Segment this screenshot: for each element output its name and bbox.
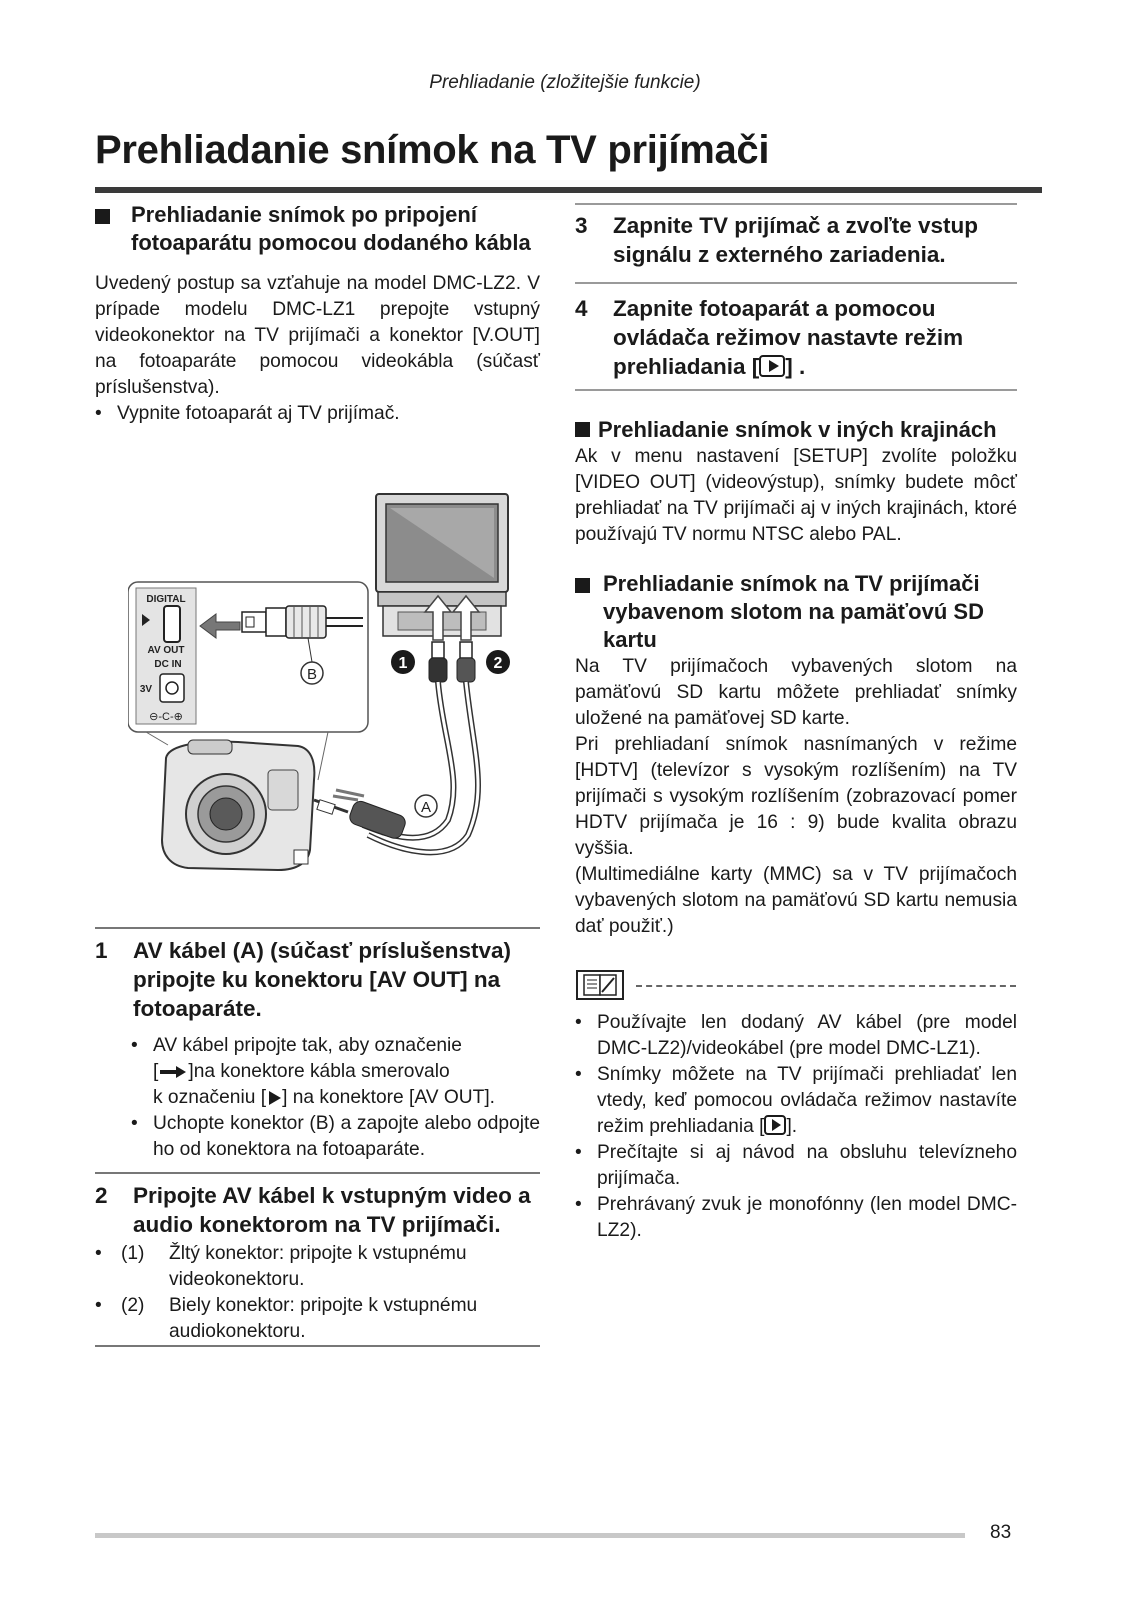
step-2 <box>95 1181 540 1345</box>
connection-diagram <box>128 490 533 890</box>
divider <box>95 1172 540 1174</box>
paragraph: Na TV prijímačoch vybavených slotom na pamäťovú SD kartu môžete prehliadať snímky uložené na pamäťovej SD karte. <box>575 656 1017 729</box>
page-number: 83 <box>990 1522 1012 1543</box>
divider <box>95 927 540 929</box>
list-item: • AV kábel pripojte tak, aby označenie [ ]na konektore kábla smerovalo k označeniu [ ] na konektore [AV OUT]. <box>131 1035 496 1108</box>
step-3: 3 Zapnite TV prijímač a zvoľte vstup signálu z externého zariadenia. <box>575 213 978 267</box>
label-digital: DIGITAL <box>146 594 186 605</box>
label-av-out: AV OUT <box>147 645 185 656</box>
notebook-icon <box>576 970 624 1000</box>
svg-text:⊖-C-⊕: ⊖-C-⊕ <box>149 711 183 723</box>
section-heading: Prehliadanie snímok v iných krajinách <box>575 416 1017 444</box>
ferrite-core <box>348 799 408 840</box>
step-4: 4 Zapnite fotoaparát a pomocou ovládača režimov nastavte režim prehliadania [ ] . <box>575 296 964 379</box>
section-heading: Prehliadanie snímok na TV prijímači vybavenom slotom na pamäťovú SD kartu <box>575 570 1017 654</box>
connector-panel-inset <box>128 582 368 732</box>
list-item: • Prečítajte si aj návod na obsluhu televízneho prijímača. <box>575 1142 1017 1189</box>
rca-plugs <box>429 642 475 682</box>
paragraph: Pri prehliadaní snímok nasnímaných v režime [HDTV] (televízor s vysokým rozlíšením) na TV prijímači s vysokým rozlíšením (zobrazovací pomer HDTV prijímača je 16 : 9) bude kvalita obrazu vyššia. <box>575 734 1017 859</box>
camera <box>162 740 364 870</box>
section-heading <box>95 201 540 257</box>
marker-1: 1 <box>398 655 408 672</box>
playback-mode-icon <box>759 355 785 377</box>
playback-mode-icon <box>764 1115 786 1135</box>
divider <box>575 282 1017 284</box>
paragraph: (Multimediálne karty (MMC) sa v TV prijímačoch vybavených slotom na pamäťovú SD kartu nemusia dať použiť.) <box>575 864 1017 937</box>
connector-arrow-icon <box>158 1065 188 1079</box>
label-a: A <box>420 799 432 816</box>
play-triangle-icon <box>266 1090 282 1106</box>
list-item: • Uchopte konektor (B) a zapojte alebo odpojte ho od konektora na fotoaparáte. <box>131 1113 540 1160</box>
note-icon <box>576 970 624 1005</box>
label-b: B <box>306 666 318 683</box>
section-heading-text: Prehliadanie snímok po pripojení fotoaparátu pomocou dodaného kábla <box>131 202 531 255</box>
label-3v: 3V <box>139 684 153 695</box>
square-bullet-icon <box>95 209 110 224</box>
marker-2: 2 <box>493 655 503 672</box>
divider <box>95 1345 540 1347</box>
page-title: Prehliadanie snímok na TV prijímači <box>95 128 770 172</box>
title-divider <box>95 187 1042 193</box>
section-intro: Uvedený postup sa vzťahuje na model DMC-LZ2. V prípade modelu DMC-LZ1 prepojte vstupný videokonektor na TV prijímači a konektor [V.OUT] na fotoaparáte pomocou videokábla (súčasť príslušenstva). <box>95 273 540 398</box>
section-text: Ak v menu nastavení [SETUP] zvolíte položku [VIDEO OUT] (videovýstup), snímky budete môcť prehliadať na TV prijímači aj v iných krajinách, ktoré používajú TV normu NTSC alebo PAL. <box>575 446 1017 545</box>
divider <box>575 203 1017 205</box>
note-dashed-line <box>636 985 1016 987</box>
section-sd-tv <box>575 570 1017 940</box>
square-bullet-icon <box>575 422 590 437</box>
list-item: • Používajte len dodaný AV kábel (pre model DMC-LZ2)/videokábel (pre model DMC-LZ1). <box>575 1012 1017 1059</box>
divider <box>575 389 1017 391</box>
step-1-notes <box>95 1033 540 1163</box>
list-item: • (1) Žltý konektor: pripojte k vstupnému videokonektoru. <box>95 1243 467 1290</box>
running-header: Prehliadanie (zložitejšie funkcie) <box>429 72 701 93</box>
section-connect-cable <box>95 201 540 427</box>
connection-illustration <box>128 490 533 890</box>
footer-divider <box>95 1533 965 1538</box>
square-bullet-icon <box>575 578 590 593</box>
section-other-countries <box>575 416 1017 548</box>
list-item: • Snímky môžete na TV prijímači prehliadať len vtedy, keď pomocou ovládača režimov nastavíte režim prehliadania [ ]. <box>575 1064 1017 1137</box>
step-2-heading: 2 Pripojte AV kábel k vstupným video a audio konektorom na TV prijímači. <box>95 1183 531 1237</box>
list-item: • (2) Biely konektor: pripojte k vstupnému audiokonektoru. <box>95 1295 478 1342</box>
step-1-heading: 1 AV kábel (A) (súčasť príslušenstva) pripojte ku konektoru [AV OUT] na fotoaparáte. <box>95 938 511 1021</box>
notes-list <box>575 1010 1017 1244</box>
list-item: • Prehrávaný zvuk je monofónny (len model DMC-LZ2). <box>575 1194 1017 1241</box>
list-item: • Vypnite fotoaparát aj TV prijímač. <box>95 403 400 424</box>
label-dc-in: DC IN <box>154 659 182 670</box>
step-1 <box>95 936 540 1163</box>
